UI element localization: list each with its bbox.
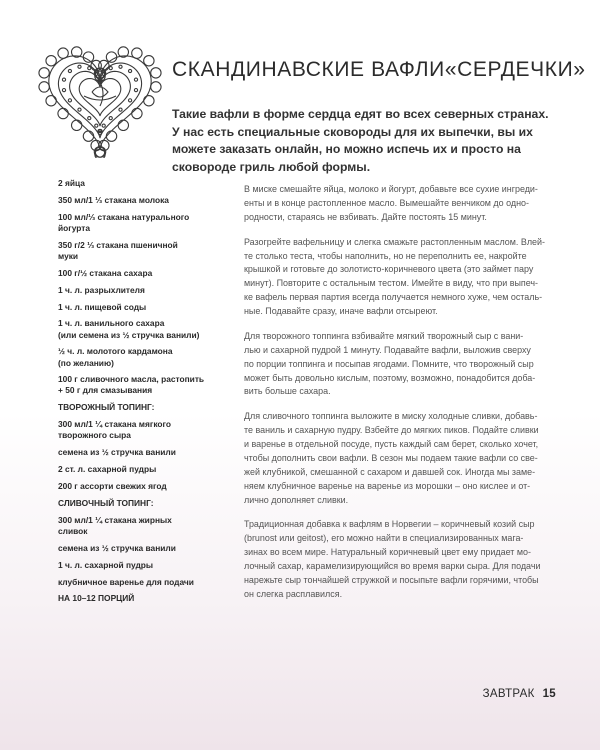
ingredient-item: 300 мл/1 ¼ стакана жирных сливок xyxy=(58,514,172,536)
ingredients-list xyxy=(58,178,220,610)
ingredient-item: 1 ч. л. сахарной пудры xyxy=(58,559,154,570)
ingredient-item: 200 г ассорти свежих ягод xyxy=(58,481,167,492)
ingredient-item: 2 яйца xyxy=(58,178,85,188)
ingredient-item: 2 ст. л. сахарной пудры xyxy=(58,464,157,475)
recipe-intro: Такие вафли в форме сердца едят во всех северных странах. У нас есть специальные сковороды для их выпечки, вы их можете заказать онлайн, но можно испечь их и просто на сковороде гриль любой формы. xyxy=(172,107,549,175)
ingredient-item: 100 г/½ стакана сахара xyxy=(58,267,153,278)
recipe-title: СКАНДИНАВСКИЕ ВАФЛИ«СЕРДЕЧКИ» xyxy=(172,58,586,81)
page-number: 15 xyxy=(542,688,556,700)
method-paragraph: Для творожного топпинга взбивайте мягкий творожный сыр с вани- лью и сахарной пудрой 1 минуту. Подавайте вафли, выложив сверху по порции топпинга и посыпав ягодами. Помните, что творожный сыр может быть довольно кислым, поэтому, возможно, понадобится доба- вить больше сахара. xyxy=(244,330,536,397)
method-paragraph: Для сливочного топпинга выложите в миску холодные сливки, добавь- те ваниль и сахарную пудру. Взбейте до мягких пиков. Подайте сливки и варенье в отдельной посуде, пусть каждый сам берет, сколько хочет, чтобы дополнить свои вафли. В сезон мы подаем такие вафли со све- жей клубникой, смешанной с сахаром и давшей сок. Иногда мы заме- няем клубничное варенье на варенье из морошки – оно кислее и от- лично дополняет сливки. xyxy=(244,411,539,505)
ingredient-item: ½ ч. л. молотого кардамона (по желанию) xyxy=(58,346,173,368)
ingredient-item: клубничное варенье для подачи xyxy=(58,576,194,587)
method-paragraph: Традиционная добавка к вафлям в Норвегии – коричневый козий сыр (brunost или geitost), его можно найти в специализированных мага- зинах во всем мире. Натуральный коричневый цвет ему придает мо- лочный сахар, карамелизирующийся во время варки сыра. Для подачи нарежьте сыр тончайшей стружкой и посыпьте вафли горячими, чтобы он слегка расплавился. xyxy=(244,519,541,599)
ingredient-item: 100 мл/⅓ стакана натурального йогурта xyxy=(58,211,190,233)
section-name: ЗАВТРАК xyxy=(482,688,535,700)
page-footer xyxy=(483,688,556,700)
ingredient-item: 300 мл/1 ¼ стакана мягкого творожного сыра xyxy=(58,419,172,441)
method-paragraph: Разогрейте вафельницу и слегка смажьте растопленным маслом. Влей- те столько теста, чтобы наполнить, но не переполнить ее, накройте крышкой и готовьте до золотисто-коричневого цвета (это займет пару минут). Повторите с остальным тестом. Имейте в виду, что при выпеч- ке вафель первая партия всегда получается немного хуже, чем осталь- ные. Подавайте сразу, иначе вафли отсыреют. xyxy=(244,236,545,316)
ingredient-item: 1 ч. л. ванильного сахара (или семена из ½ стручка ванили) xyxy=(58,318,200,340)
heart-ornament-icon xyxy=(36,40,164,158)
ingredient-item: 350 г/2 ⅓ стакана пшеничной муки xyxy=(58,239,178,261)
ingredient-item: семена из ½ стручка ванили xyxy=(58,447,176,458)
ingredient-item: ТВОРОЖНЫЙ ТОПИНГ: xyxy=(58,402,155,413)
method-paragraph: В миске смешайте яйца, молоко и йогурт, добавьте все сухие ингреди- енты и в конце растопленное масло. Вымешайте венчиком до одно- родности, стараясь не взбивать. Дайте постоять 15 минут. xyxy=(244,184,538,222)
ingredient-item: 100 г сливочного масла, растопить + 50 г для смазывания xyxy=(58,374,205,396)
ingredient-item: семена из ½ стручка ванили xyxy=(58,542,176,553)
ingredient-item: 1 ч. л. разрыхлителя xyxy=(58,284,145,295)
ingredient-item: СЛИВОЧНЫЙ ТОПИНГ: xyxy=(58,497,154,508)
method-text xyxy=(244,183,560,613)
ingredient-item: 350 мл/1 ⅓ стакана молока xyxy=(58,194,169,205)
ingredient-item: 1 ч. л. пищевой соды xyxy=(58,301,147,312)
ingredient-item: НА 10–12 ПОРЦИЙ xyxy=(58,593,135,604)
